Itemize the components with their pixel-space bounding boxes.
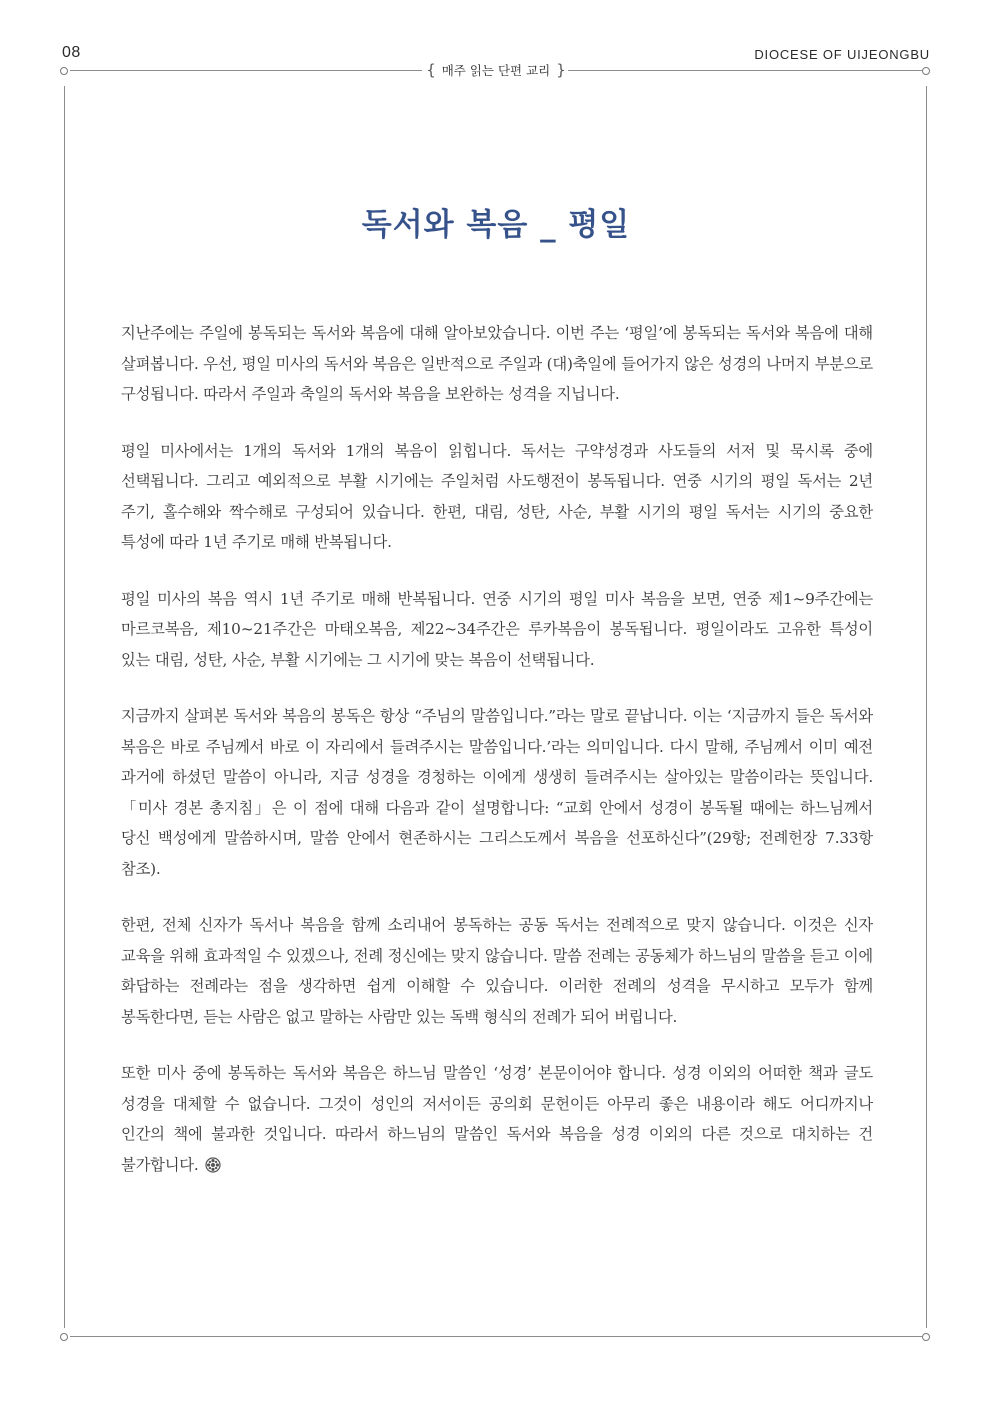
paragraph-2: 평일 미사에서는 1개의 독서와 1개의 복음이 읽힙니다. 독서는 구약성경과 사도들의 서저 및 묵시록 중에 선택됩니다. 그리고 예외적으로 부활 시기에는 주일처럼 사도행전이 봉독됩니다. 연중 시기의 평일 독서는 2년 주기, 홀수해와 짝수해로 구성되어 있습니다. 한편, 대림, 성탄, 사순, 부활 시기의 평일 독서는 시기의 중요한 특성에 따라 1년 주기로 매해 반복됩니다. — [121, 441, 873, 551]
paragraph-1: 지난주에는 주일에 봉독되는 독서와 복음에 대해 알아보았습니다. 이번 주는 ‘평일’에 봉독되는 독서와 복음에 대해 살펴봅니다. 우선, 평일 미사의 독서와 복음은 일반적으로 주일과 (대)축일에 들어가지 않은 성경의 나머지 부분으로 구성됩니다. 따라서 주일과 축일의 독서와 복음을 보완하는 성격을 지닙니다. — [121, 324, 874, 403]
header-rule-right — [568, 70, 922, 71]
end-ornament-icon — [205, 1157, 221, 1173]
frame-side-right — [926, 86, 927, 1328]
page-number: 08 — [62, 44, 81, 61]
header-rule-left — [70, 70, 422, 71]
series-brace-open: { — [426, 61, 436, 79]
frame-side-left — [64, 86, 65, 1328]
corner-dot-bottom-right — [922, 1333, 930, 1341]
article-title: 독서와 복음 _ 평일 — [361, 206, 631, 243]
paragraph-5: 한편, 전체 신자가 독서나 복음을 함께 소리내어 봉독하는 공동 독서는 전례적으로 맞지 않습니다. 이것은 신자 교육을 위해 효과적일 수 있겠으나, 전례 정신에는 맞지 않습니다. 말씀 전례는 공동체가 하느님의 말씀을 듣고 이에 화답하는 전례라는 점을 생각하면 쉽게 이해할 수 있습니다. 이러한 전례의 성격을 무시하고 모두가 함께 봉독한다면, 듣는 사람은 없고 말하는 사람만 있는 독백 형식의 전례가 되어 버립니다. — [121, 916, 873, 1026]
series-title — [424, 59, 568, 81]
paragraph-6-wrapper — [121, 1058, 873, 1180]
footer-rule — [70, 1336, 922, 1337]
series-brace-close: } — [556, 61, 566, 79]
article-body — [121, 318, 873, 1206]
corner-dot-top-left — [60, 67, 68, 75]
corner-dot-bottom-left — [60, 1333, 68, 1341]
paragraph-4: 지금까지 살펴본 독서와 복음의 봉독은 항상 “주님의 말씀입니다.”라는 말로 끝납니다. 이는 ‘지금까지 들은 독서와 복음은 바로 주님께서 바로 이 자리에서 들려주시는 말씀입니다.’라는 의미입니다. 다시 말해, 주님께서 이미 예전 과거에 하셨던 말씀이 아니라, 지금 성경을 경청하는 이에게 생생히 들려주시는 살아있는 말씀이라는 뜻입니다. 「미사 경본 총지침」은 이 점에 대해 다음과 같이 설명합니다: “교회 안에서 성경이 봉독될 때에는 하느님께서 당신 백성에게 말씀하시며, 말씀 안에서 현존하시는 그리스도께서 복음을 선포하신다”(29항; 전례헌장 7.33항 참조). — [121, 707, 873, 878]
series-title-text: 매주 읽는 단편 교리 — [441, 63, 551, 78]
paragraph-6: 또한 미사 중에 봉독하는 독서와 복음은 하느님 말씀인 ‘성경’ 본문이어야 합니다. 성경 이외의 어떠한 책과 글도 성경을 대체할 수 없습니다. 그것이 성인의 저서이든 공의회 문헌이든 아무리 좋은 내용이라 해도 어디까지나 인간의 책에 불과한 것입니다. 따라서 하느님의 말씀인 독서와 복음을 성경 이외의 다른 것으로 대치하는 건 불가합니다. — [121, 1064, 873, 1174]
corner-dot-top-right — [922, 67, 930, 75]
diocese-label: DIOCESE OF UIJEONGBU — [754, 47, 930, 62]
paragraph-3: 평일 미사의 복음 역시 1년 주기로 매해 반복됩니다. 연중 시기의 평일 미사 복음을 보면, 연중 제1~9주간에는 마르코복음, 제10~21주간은 마태오복음, 제22~34주간은 루카복음이 봉독됩니다. 평일이라도 고유한 특성이 있는 대림, 성탄, 사순, 부활 시기에는 그 시기에 맞는 복음이 선택됩니다. — [121, 589, 873, 669]
